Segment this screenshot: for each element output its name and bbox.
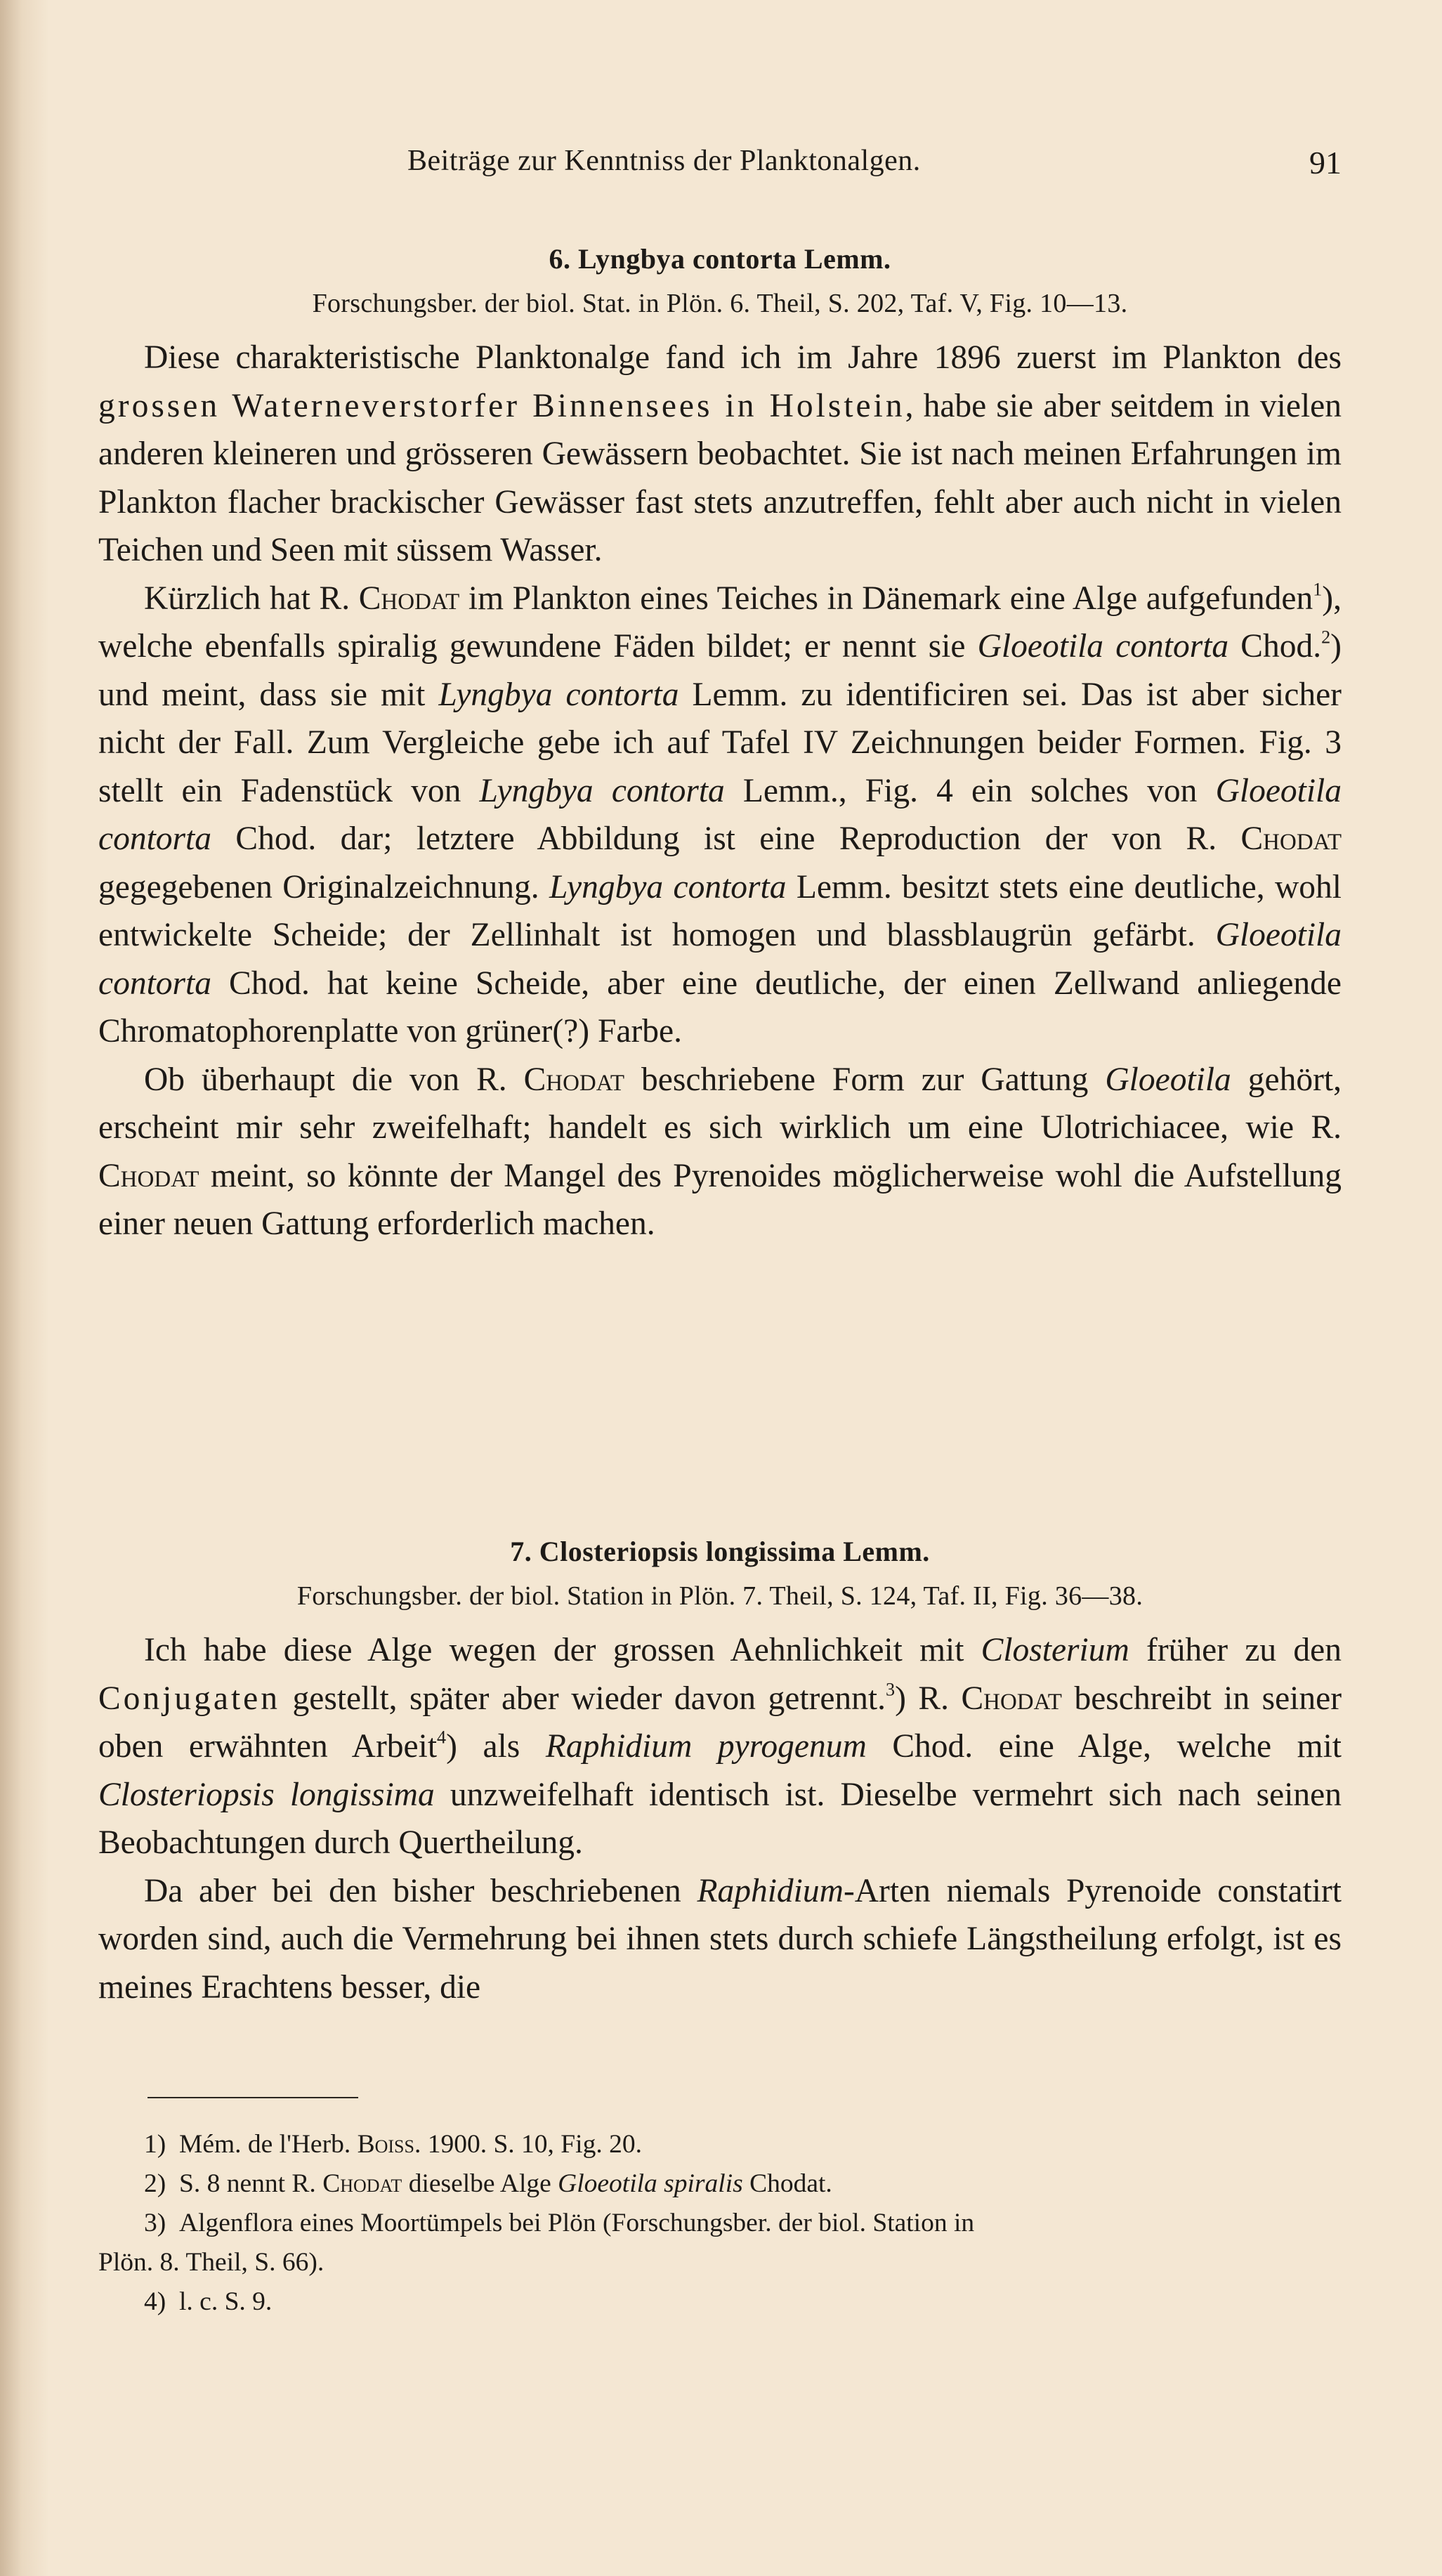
footnote-3-continued: Plön. 8. Theil, S. 66). [98, 2248, 325, 2277]
paragraph: Ob überhaupt die von R. Chodat beschriebene Form zur Gattung Gloeotila gehört, erscheint mir sehr zweifelhaft; handelt es sich wirklich um eine Ulotrichiacee, wie R. Chodat meint, so könnte der Mangel des Pyrenoides möglicherweise wohl die Aufstellung einer neuen Gattung erforderlich machen. [98, 1061, 1342, 1242]
section-7-citation: Forschungsber. der biol. Station in Plön. 7. Theil, S. 124, Taf. II, Fig. 36—38. [296, 1581, 1143, 1611]
footnotes [98, 2125, 1342, 2322]
page-number: 91 [1309, 145, 1342, 181]
section-6-body [98, 334, 1342, 1248]
footnote-1: 1) Mém. de l'Herb. Boiss. 1900. S. 10, Fig. 20. [144, 2130, 642, 2159]
running-title: Beiträge zur Kenntniss der Planktonalgen. [407, 145, 921, 177]
page-header [98, 144, 1342, 186]
footnote-ref: 1 [1313, 578, 1323, 599]
page-edge-shadow [0, 0, 49, 2576]
footnote-2: 2) S. 8 nennt R. Chodat dieselbe Alge Gloeotila spiralis Chodat. [144, 2169, 832, 2198]
paragraph: Ich habe diese Alge wegen der grossen Aehnlichkeit mit Closterium früher zu den Conjugaten gestellt, später aber wieder davon getrennt.$^3$) R. Chodat beschreibt in seiner oben erwähnten Arbeit$^4$) als Raphidium pyrogenum Chod. eine Alge, welche mit Closteriopsis longissima unzweifelhaft identisch ist. Dieselbe vermehrt sich nach seinen Beobachtungen durch Quertheilung. [98, 1632, 1342, 1861]
paragraph: Kürzlich hat R. Chodat im Plankton eines Teiches in Dänemark eine Alge aufgefunden$^1$), welche ebenfalls spiralig gewundene Fäden bildet; er nennt sie Gloeotila contorta Chod.$^2$) und meint, dass sie mit Lyngbya contorta Lemm. zu identificiren sei. Das ist aber sicher nicht der Fall. Zum Vergleiche gebe ich auf Tafel IV Zeichnungen beider Formen. Fig. 3 stellt ein Fadenstück von Lyngbya contorta Lemm., Fig. 4 ein solches von Gloeotila contorta Chod. dar; letztere Abbildung ist eine Reproduction der von R. Chodat gegegebenen Originalzeichnung. Lyngbya contorta Lemm. besitzt stets eine deutliche, wohl entwickelte Scheide; der Zellinhalt ist homogen und blassblaugrün gefärbt. Gloeotila contorta Chod. hat keine Scheide, aber eine deutliche, der einen Zellwand anliegende Chromatophorenplatte von grüner(?) Farbe. [98, 578, 1342, 1050]
footnote-3: 3) Algenflora eines Moortümpels bei Plön (Forschungsber. der biol. Station in [144, 2209, 975, 2237]
footnote-ref: 4 [437, 1727, 447, 1748]
footnote-ref: 3 [886, 1678, 896, 1699]
paragraph: Diese charakteristische Planktonalge fand ich im Jahre 1896 zuerst im Plankton des grossen Waterneverstorfer Binnensees in Holstein, habe sie aber seitdem in vielen anderen kleineren und grösseren Gewässern beobachtet. Sie ist nach meinen Erfahrungen im Plankton flacher brackischer Gewässer fast stets anzutreffen, fehlt aber auch nicht in vielen Teichen und Seen mit süssem Wasser. [98, 339, 1342, 568]
footnote-rule [148, 2097, 358, 2098]
section-7-heading: 7. Closteriopsis longissima Lemm. [510, 1536, 930, 1567]
section-6-citation: Forschungsber. der biol. Stat. in Plön. 6. Theil, S. 202, Taf. V, Fig. 10—13. [312, 289, 1128, 318]
footnote-ref: 2 [1321, 627, 1331, 648]
section-7-body [98, 1626, 1342, 2011]
paragraph: Da aber bei den bisher beschriebenen Raphidium-Arten niemals Pyrenoide constatirt worden sind, auch die Vermehrung bei ihnen stets durch schiefe Längstheilung erfolgt, ist es meines Erachtens besser, die [98, 1872, 1342, 2006]
footnote-4: 4) l. c. S. 9. [144, 2287, 273, 2316]
section-6-heading: 6. Lyngbya contorta Lemm. [549, 243, 891, 275]
